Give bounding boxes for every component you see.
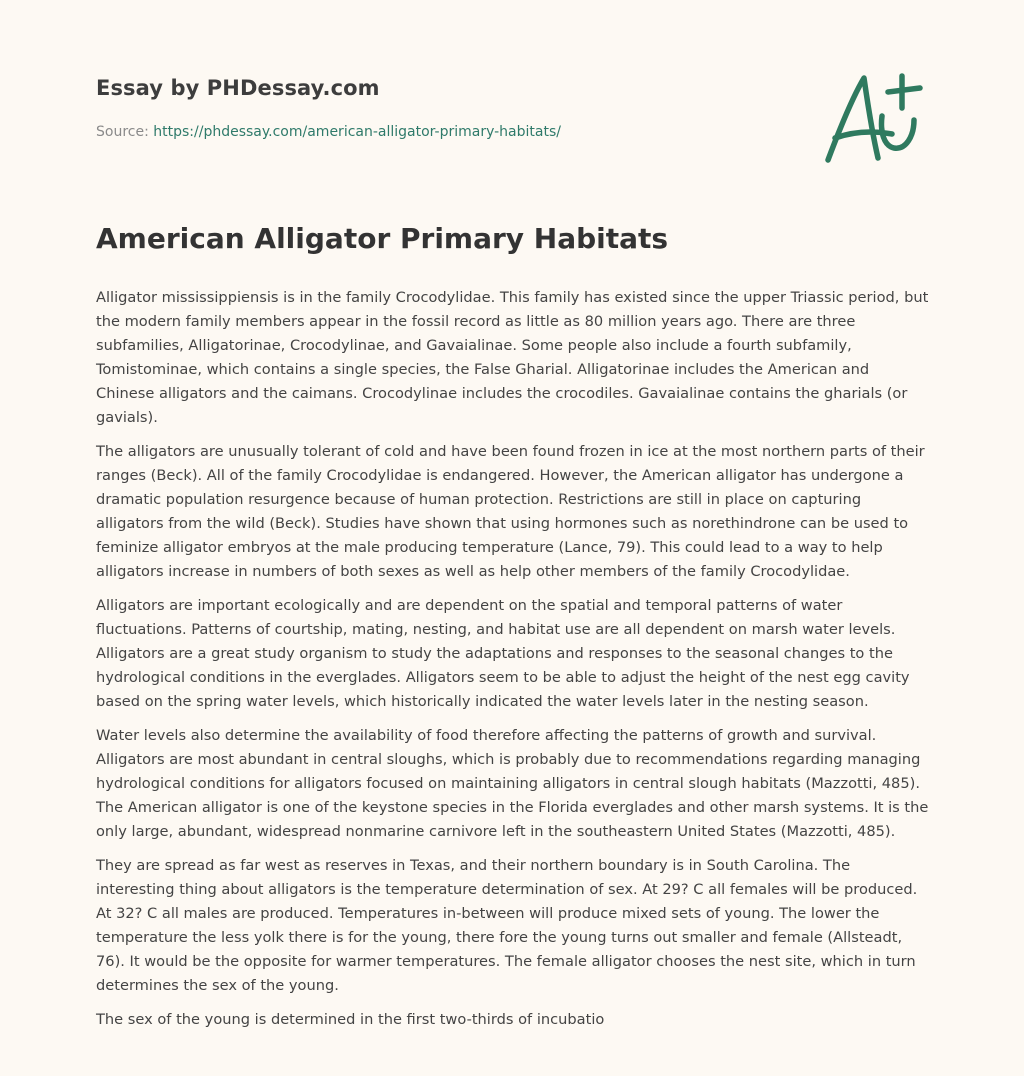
essay-paragraph: The sex of the young is determined in the first two-thirds of incubatio [96, 1011, 605, 1028]
essay-paragraph: The alligators are unusually tolerant of cold and have been found frozen in ice at the most northern parts of their ranges (Beck). All of the family Crocodylidae is endangered. However, the American alligator has undergone a dramatic population resurgence because of human protection. Restrictions are still in place on capturing alligators from the wild (Beck). Studies have shown that using hormones such as norethindrone can be used to feminize alligator embryos at the male producing temperature (Lance, 79). This could lead to a way to help alligators increase in numbers of both sexes as well as help other members of the family Crocodylidae. [96, 443, 925, 580]
source-link[interactable]: https://phdessay.com/american-alligator-primary-habitats/ [153, 124, 561, 140]
essay-body [96, 286, 930, 1042]
a-plus-grade-icon [822, 66, 930, 166]
essay-paragraph: Alligators are important ecologically and are dependent on the spatial and temporal patterns of water fluctuations. Patterns of courtship, mating, nesting, and habitat use are all dependent on marsh water levels. Alligators are a great study organism to study the adaptations and responses to the seasonal changes to the hydrological conditions in the everglades. Alligators seem to be able to adjust the height of the nest egg cavity based on the spring water levels, which historically indicated the water levels later in the nesting season. [96, 597, 910, 710]
source-line [96, 124, 561, 140]
essay-paragraph: They are spread as far west as reserves in Texas, and their northern boundary is in South Carolina. The interesting thing about alligators is the temperature determination of sex. At 29? C all females will be produced. At 32? C all males are produced. Temperatures in-between will produce mixed sets of young. The lower the temperature the less yolk there is for the young, there fore the young turns out smaller and female (Allsteadt, 76). It would be the opposite for warmer temperatures. The female alligator chooses the nest site, which in turn determines the sex of the young. [96, 857, 918, 994]
essay-title: American Alligator Primary Habitats [96, 222, 669, 255]
site-brand: Essay by PHDessay.com [96, 76, 380, 100]
essay-paragraph: Water levels also determine the availability of food therefore affecting the patterns of growth and survival. Alligators are most abundant in central sloughs, which is probably due to recommendations regarding managing hydrological conditions for alligators focused on maintaining alligators in central slough habitats (Mazzotti, 485). The American alligator is one of the keystone species in the Florida everglades and other marsh systems. It is the only large, abundant, widespread nonmarine carnivore left in the southeastern United States (Mazzotti, 485). [96, 727, 929, 840]
essay-paragraph: Alligator mississippiensis is in the family Crocodylidae. This family has existed since the upper Triassic period, but the modern family members appear in the fossil record as little as 80 million years ago. There are three subfamilies, Alligatorinae, Crocodylinae, and Gavaialinae. Some people also include a fourth subfamily, Tomistominae, which contains a single species, the False Gharial. Alligatorinae includes the American and Chinese alligators and the caimans. Crocodylinae includes the crocodiles. Gavaialinae contains the gharials (or gavials). [96, 289, 929, 426]
source-label: Source: [96, 124, 154, 140]
